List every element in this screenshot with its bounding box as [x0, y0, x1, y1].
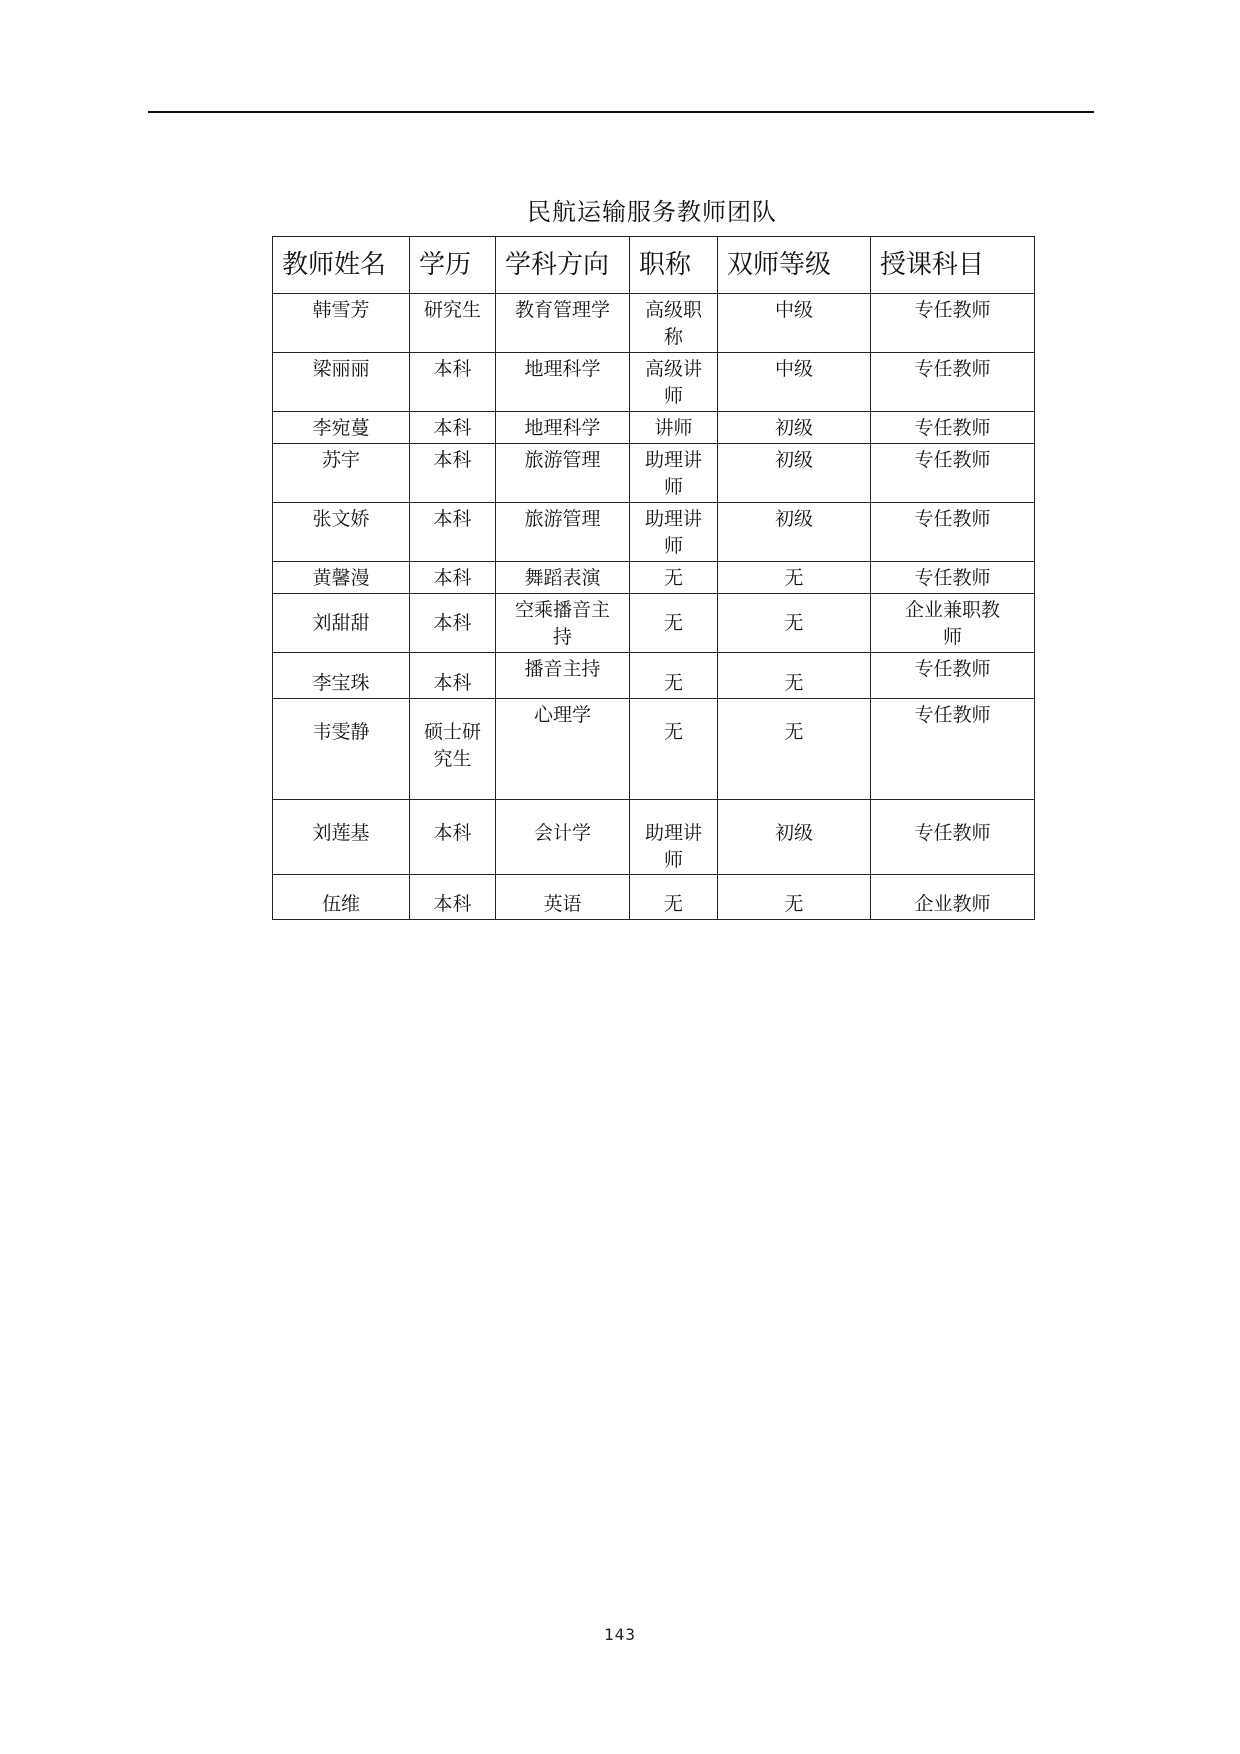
header-cell-discipline: 学科方向: [496, 237, 630, 294]
header-cell-subject: 授课科目: [871, 237, 1035, 294]
header-cell-education: 学历: [410, 237, 496, 294]
cell-name: 刘莲基: [273, 800, 410, 875]
table-row: [273, 653, 1035, 699]
table-row: [273, 444, 1035, 503]
cell-subject: 企业教师: [871, 875, 1035, 920]
cell-dual-level: 初级: [718, 444, 871, 503]
cell-subject: 专任教师: [871, 800, 1035, 875]
cell-dual-level: 中级: [718, 294, 871, 353]
table-title: 民航运输服务教师团队: [527, 198, 777, 226]
cell-subject: 专任教师: [871, 699, 1035, 800]
cell-title: 无: [630, 562, 718, 594]
table-row: [273, 594, 1035, 653]
cell-subject: 专任教师: [871, 503, 1035, 562]
header-cell-dual-level: 双师等级: [718, 237, 871, 294]
cell-title: 无: [630, 594, 718, 653]
cell-education: 研究生: [410, 294, 496, 353]
table-row: [273, 800, 1035, 875]
cell-discipline: 旅游管理: [496, 503, 630, 562]
cell-education: 本科: [410, 594, 496, 653]
cell-dual-level: 无: [718, 562, 871, 594]
cell-dual-level: 初级: [718, 503, 871, 562]
cell-dual-level: 中级: [718, 353, 871, 412]
cell-name: 苏宇: [273, 444, 410, 503]
cell-discipline: 教育管理学: [496, 294, 630, 353]
cell-subject: 专任教师: [871, 294, 1035, 353]
cell-education: 本科: [410, 875, 496, 920]
cell-discipline: 旅游管理: [496, 444, 630, 503]
cell-title: 助理讲师: [630, 800, 718, 875]
cell-name: 刘甜甜: [273, 594, 410, 653]
cell-discipline: 英语: [496, 875, 630, 920]
cell-discipline: 播音主持: [496, 653, 630, 699]
cell-title: 高级职称: [630, 294, 718, 353]
table-row: [273, 412, 1035, 444]
cell-title: 无: [630, 699, 718, 800]
cell-discipline: 会计学: [496, 800, 630, 875]
cell-name: 伍维: [273, 875, 410, 920]
cell-discipline: 心理学: [496, 699, 630, 800]
table-row: [273, 294, 1035, 353]
cell-discipline: 空乘播音主 持: [496, 594, 630, 653]
cell-name: 张文娇: [273, 503, 410, 562]
header-cell-title: 职称: [630, 237, 718, 294]
cell-subject: 企业兼职教师: [871, 594, 1035, 653]
teacher-team-table: [272, 236, 1035, 920]
cell-name: 梁丽丽: [273, 353, 410, 412]
cell-discipline: 地理科学: [496, 353, 630, 412]
table-row: [273, 562, 1035, 594]
cell-discipline: 地理科学: [496, 412, 630, 444]
cell-education: 本科: [410, 503, 496, 562]
cell-education: 本科: [410, 562, 496, 594]
cell-dual-level: 无: [718, 594, 871, 653]
cell-education: 硕士研究生: [410, 699, 496, 800]
cell-subject: 专任教师: [871, 353, 1035, 412]
table-row: [273, 503, 1035, 562]
header-rule: [148, 111, 1094, 113]
cell-education: 本科: [410, 653, 496, 699]
cell-education: 本科: [410, 353, 496, 412]
cell-education: 本科: [410, 800, 496, 875]
cell-title: 高级讲师: [630, 353, 718, 412]
table-header-row: [273, 237, 1035, 294]
cell-dual-level: 初级: [718, 412, 871, 444]
cell-name: 李宛蔓: [273, 412, 410, 444]
page-number: 143: [604, 1625, 636, 1644]
cell-title: 讲师: [630, 412, 718, 444]
cell-dual-level: 无: [718, 875, 871, 920]
cell-education: 本科: [410, 444, 496, 503]
cell-dual-level: 无: [718, 653, 871, 699]
cell-name: 韩雪芳: [273, 294, 410, 353]
cell-title: 助理讲师: [630, 503, 718, 562]
cell-name: 韦雯静: [273, 699, 410, 800]
cell-education: 本科: [410, 412, 496, 444]
cell-subject: 专任教师: [871, 653, 1035, 699]
cell-title: 无: [630, 875, 718, 920]
table-row: [273, 353, 1035, 412]
table-row: [273, 875, 1035, 920]
cell-discipline: 舞蹈表演: [496, 562, 630, 594]
cell-subject: 专任教师: [871, 562, 1035, 594]
cell-subject: 专任教师: [871, 444, 1035, 503]
cell-dual-level: 无: [718, 699, 871, 800]
header-cell-name: 教师姓名: [273, 237, 410, 294]
cell-subject: 专任教师: [871, 412, 1035, 444]
cell-name: 李宝珠: [273, 653, 410, 699]
cell-dual-level: 初级: [718, 800, 871, 875]
cell-title: 无: [630, 653, 718, 699]
cell-name: 黄馨漫: [273, 562, 410, 594]
cell-title: 助理讲师: [630, 444, 718, 503]
table-row: [273, 699, 1035, 800]
